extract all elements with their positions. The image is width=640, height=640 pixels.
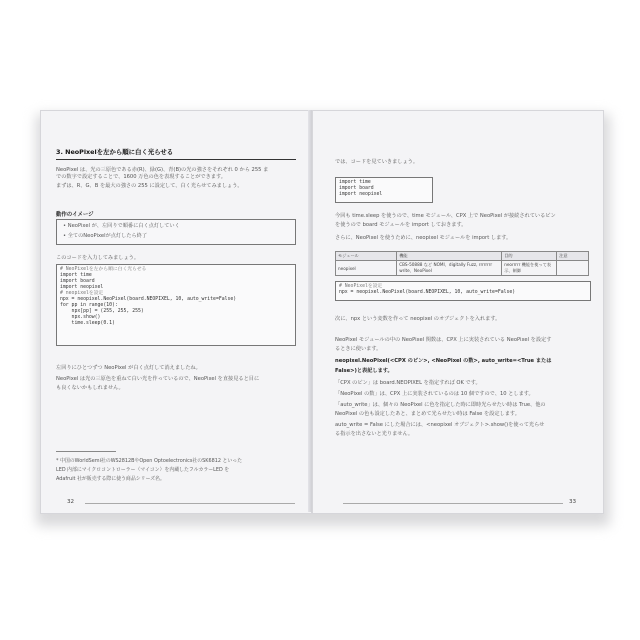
page-footer-rule [343,503,563,504]
code-block [56,264,296,346]
image-item-2: • 全てのNeoPixelが点灯したら終了 [63,233,148,239]
table-header: 注意 [557,252,589,261]
table-cell: CBS-50888 など NOMI、digitally Fuzz, rrrrrrrr write、NeoPixel [397,261,502,276]
table-row [336,261,589,276]
footnote-line-2: LED 内部にマイクロコントローラー（マイコン）を内蔵したフルカラーLED を [56,467,230,473]
code-line: for pp in range(10): [60,303,118,308]
code-line: npx.show() [60,315,101,320]
para2-line-1: 次に、npx という変数を作って neopixel のオブジェクトを入れます。 [335,316,501,322]
para1-line-2: を使うので board モジュールを import しておきます。 [335,222,467,228]
table-header: 目的 [502,252,557,261]
intro-line-1: NeoPixel は、光の三原色である赤(R)、緑(G)、青(B)の光の強さをそれぞれ 0 から 255 ま [56,167,269,173]
code-line: import board [60,279,95,284]
para1-line-1: 今回も time.sleep を使うので、time モジュール、CPX 上で NeoPixel が接続されているピン [335,213,556,219]
para1-line-3: さらに、NeoPixel を使うために、neopixel モジュールを import します。 [335,235,512,241]
import-code-block [335,177,433,203]
left-page [40,110,312,514]
code-line: # NeoPixelを左から順に白く光らせる [60,267,147,272]
outro-line-1: 左回りにひとつずつ NeoPixel が白く点灯して消えましたね。 [56,365,201,371]
setup-code-block [335,281,591,301]
para3-line-6: る指示を出さないと光りません。 [335,431,414,437]
code-line: npx = neopixel.NeoPixel(board.NEOPIXEL, 10, auto_write=False) [60,297,237,302]
table-cell: neorrrrr 機能を使って表示、制御 [502,261,557,276]
outro-line-2: NeoPixel は光の三原色を重ねて白い光を作っているので、NeoPixel を直接見ると目に [56,376,260,382]
code-line: time.sleep(0.1) [60,321,115,326]
para3-line-3: 「auto_write」は、個々の NeoPixel に色を指定した時に即時光らせたい時は True、他の [335,402,546,408]
code-intro: このコードを入力してみましょう。 [56,255,140,261]
syntax-line-1: neopixel.NeoPixel(<CPX のピン>, <NeoPixel の数>, auto_write=<True または [335,358,552,364]
image-item-1: • NeoPixel が、左回りで順番に白く点灯していく [63,223,180,229]
para3-line-2: 「NeoPixel の数」は、CPX 上に実装されているのは 10 個ですので、10 とします。 [335,391,534,397]
code-line: import time [339,180,371,185]
table-header: 機能 [397,252,502,261]
outro-line-3: も良くないかもしれません。 [56,385,124,391]
code-line: import neopixel [339,192,383,197]
table-cell: neopixel [336,261,397,276]
intro-line-3: まずは、R、G、B を最大の強さの 255 に設定して、白く光らせてみましょう。 [56,183,243,189]
image-box [56,219,296,245]
code-line: # neopixelを設定 [60,291,104,296]
table-header: モジュール [336,252,397,261]
code-line: import time [60,273,92,278]
table-header-row [336,252,589,261]
syntax-line-2: False>)と表記します。 [335,368,393,374]
intro-line-2: での数字で設定することで、1600 万色の色を表現することができます。 [56,174,226,180]
para2-line-4: るときに使います。 [335,346,382,352]
para3-line-4: NeoPixel の色も設定したあと、まとめて光らせたい時は False を設定します。 [335,411,520,417]
table-cell [557,261,589,276]
image-label: 動作のイメージ [56,212,94,218]
code-line: import board [339,186,374,191]
module-table [335,251,589,276]
para3-line-1: 「CPX のピン」は board.NEOPIXEL を指定すれば OK です。 [335,380,481,386]
code-line: import neopixel [60,285,104,290]
page-footer-rule [85,503,295,504]
right-page [312,110,604,514]
para3-line-5: auto_write = False にした場合には、<neopixel オブジェクト>.show()を使って光らせ [335,422,545,428]
footnote-line-1: * 中国のWorldSemi社のWS2812BやOpen Optoelectronics社のSK6812 といった [56,458,243,464]
code-line: # NeoPixelを設定 [339,284,383,289]
para2-line-3: NeoPixel モジュールの中の NeoPixel 関数は、CPX 上に実装されている NeoPixel を設定す [335,337,552,343]
page-number: 33 [569,499,577,505]
footnote-rule [56,451,116,452]
code-line: npx[pp] = (255, 255, 255) [60,309,144,314]
section-heading: 3. NeoPixelを左から順に白く光らせる [56,147,296,160]
right-intro: では、コードを見ていきましょう。 [335,159,419,165]
code-line: npx = neopixel.NeoPixel(board.NEOPIXEL, 10, auto_write=False) [339,290,516,295]
page-number: 32 [67,499,75,505]
footnote-line-3: Adafruit 社が販売する際に使う商品シリーズ名。 [56,476,165,482]
